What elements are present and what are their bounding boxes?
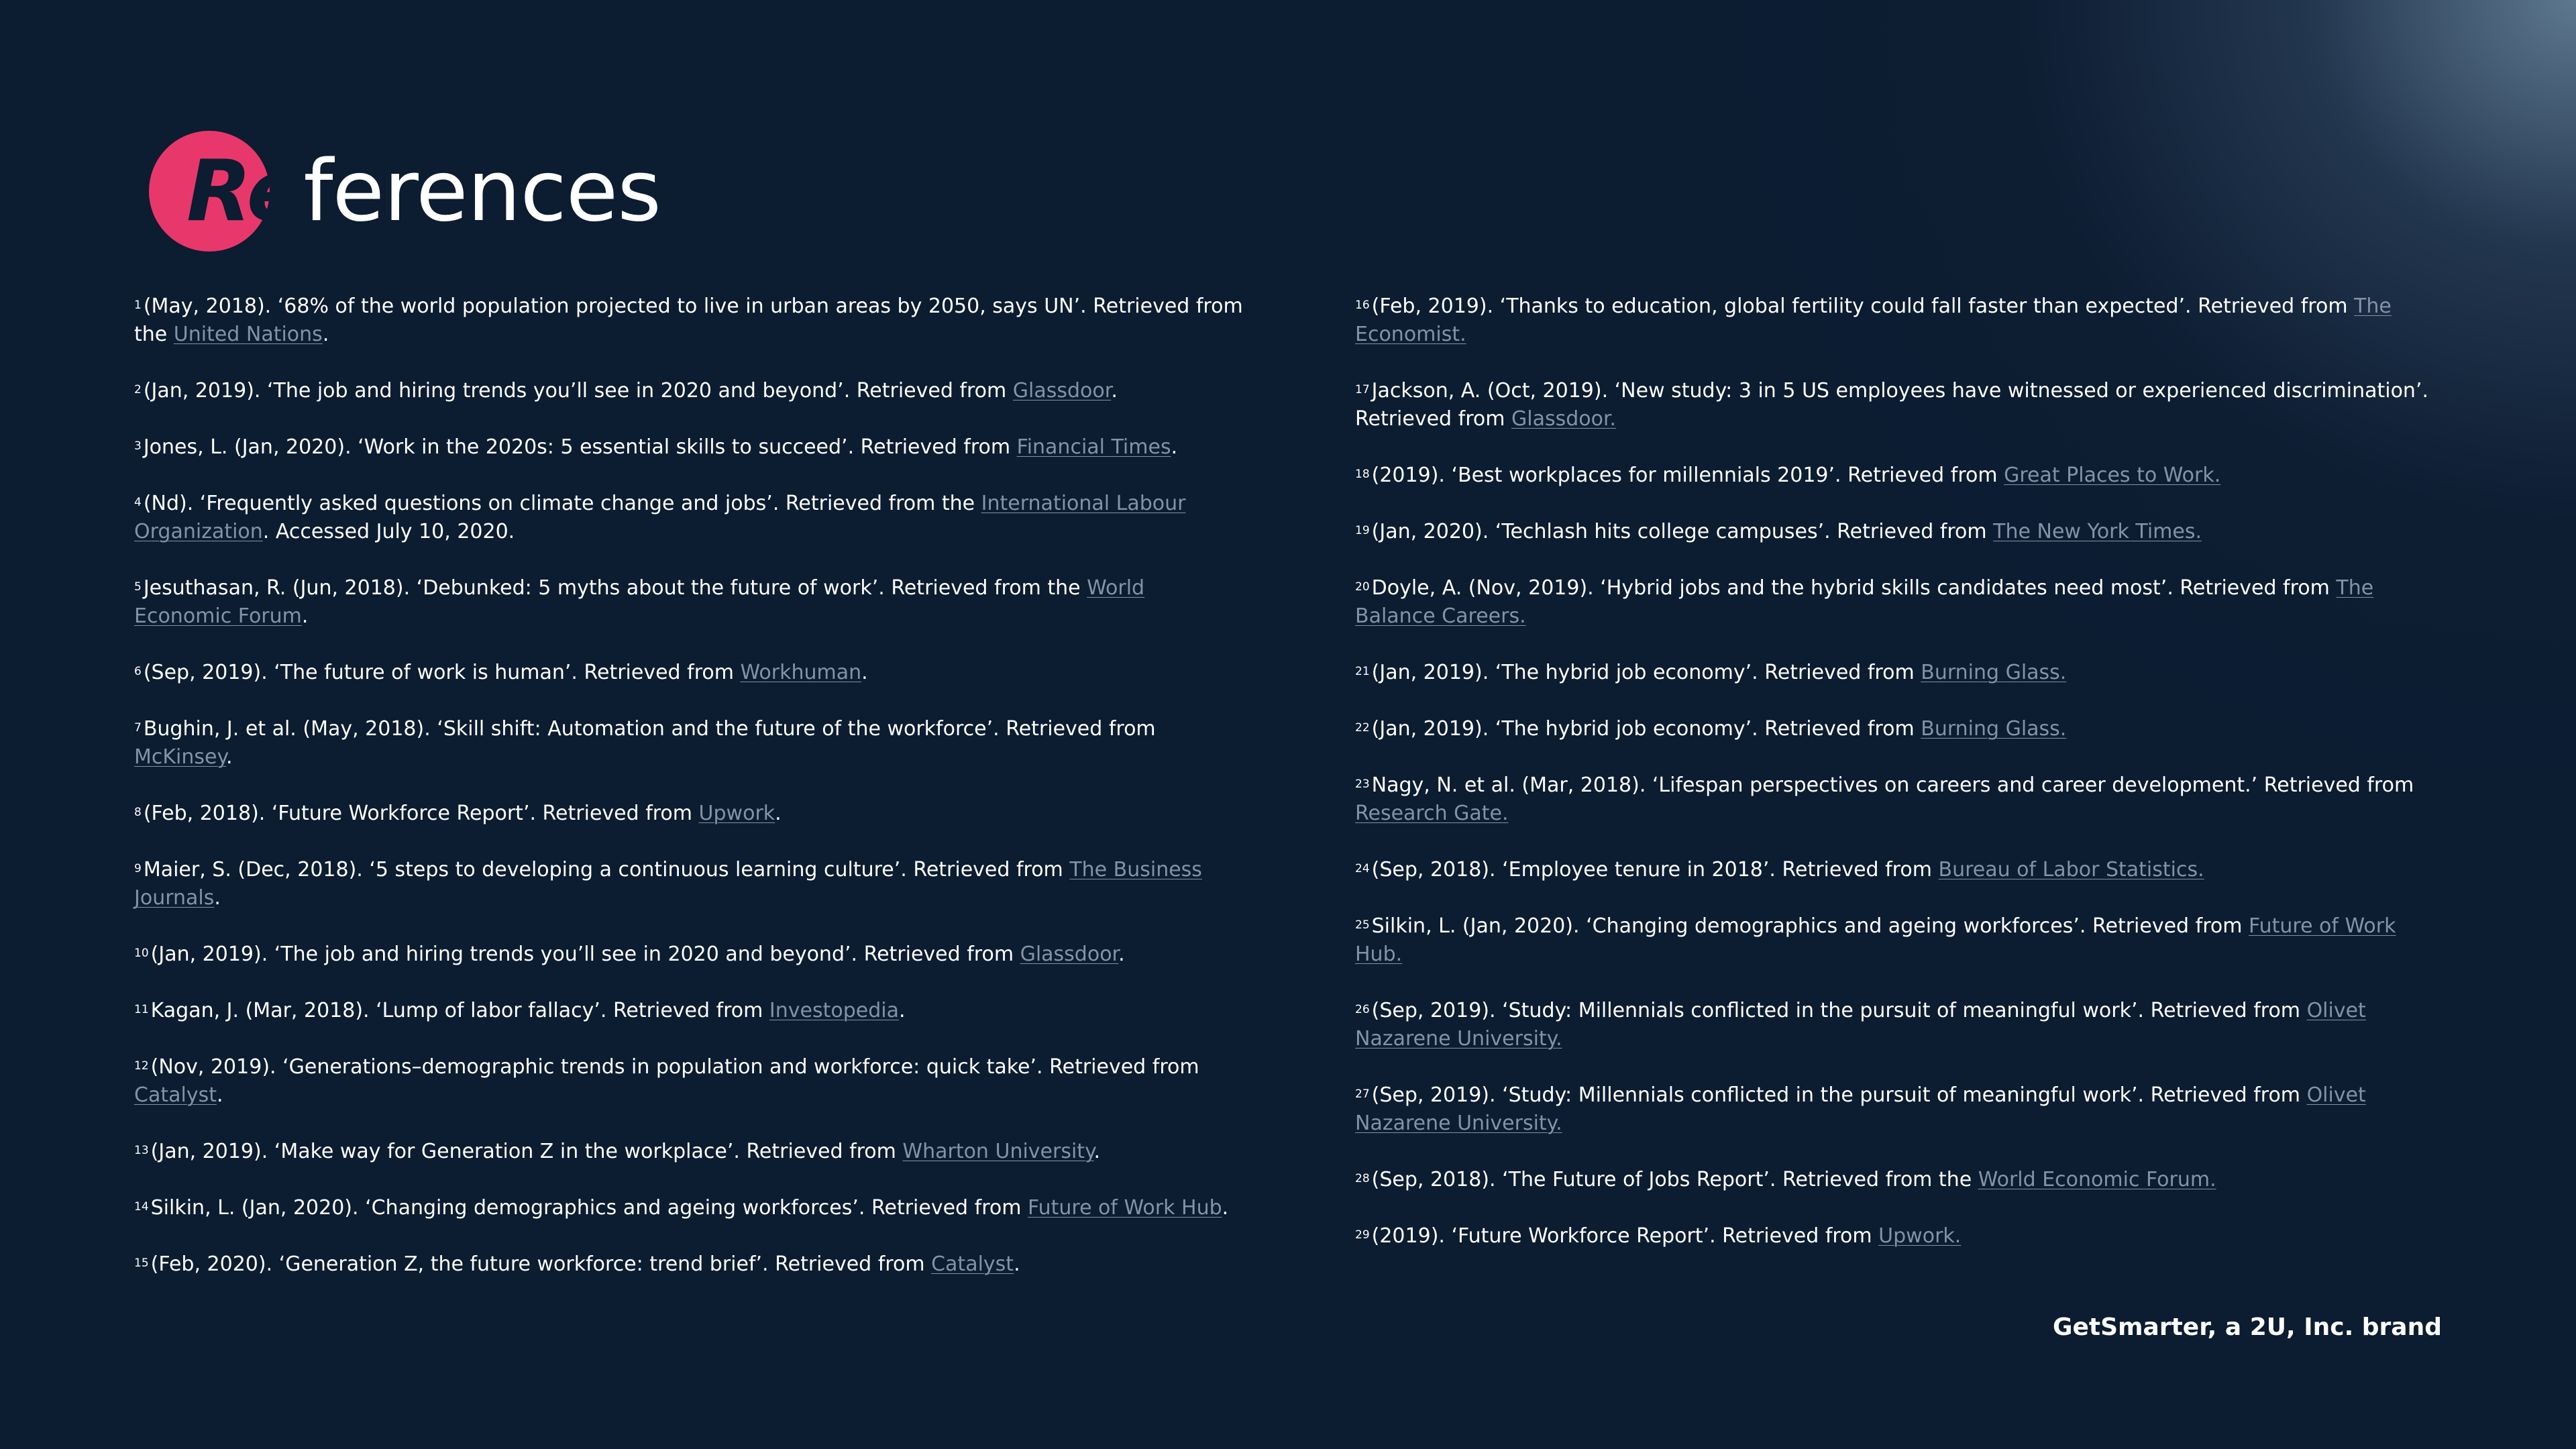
reference-number: 19 <box>1355 524 1370 537</box>
reference-number: 21 <box>1355 665 1370 678</box>
reference-text: Silkin, L. (Jan, 2020). ‘Changing demographics and ageing workforces’. Retrieved from <box>150 1196 1028 1220</box>
reference-suffix: . <box>899 999 906 1022</box>
reference-item <box>1355 377 2442 433</box>
reference-text: (Sep, 2018). ‘The Future of Jobs Report’. Retrieved from the <box>1371 1168 1978 1191</box>
reference-number: 28 <box>1355 1172 1370 1185</box>
reference-item <box>134 377 1248 405</box>
reference-link[interactable]: Research Gate. <box>1355 802 1509 825</box>
reference-item <box>1355 1081 2442 1138</box>
reference-text: (2019). ‘Best workplaces for millennials 2019’. Retrieved from <box>1371 464 2004 487</box>
reference-link[interactable]: Financial Times <box>1016 435 1171 459</box>
reference-item <box>1355 1166 2442 1194</box>
reference-text: (Sep, 2019). ‘Study: Millennials conflicted in the pursuit of meaningful work’. Retrieved from <box>1371 999 2307 1022</box>
reference-link[interactable]: Future of Work Hub <box>1027 1196 1222 1220</box>
reference-item <box>134 997 1248 1025</box>
reference-text: (Jan, 2019). ‘The job and hiring trends you’ll see in 2020 and beyond’. Retrieved from <box>143 379 1013 402</box>
reference-item <box>1355 856 2442 884</box>
reference-text: Bughin, J. et al. (May, 2018). ‘Skill shift: Automation and the future of the workforce’. Retrieved from <box>143 717 1156 741</box>
reference-text: (Jan, 2020). ‘Techlash hits college campuses’. Retrieved from <box>1371 520 1994 543</box>
reference-link[interactable]: The Business Journals <box>134 858 1202 910</box>
reference-number: 13 <box>134 1144 149 1157</box>
reference-item <box>1355 715 2442 743</box>
reference-suffix: . <box>1171 435 1178 459</box>
references-left-column <box>134 292 1248 1307</box>
title-text <box>186 131 661 252</box>
reference-number: 15 <box>134 1256 149 1270</box>
reference-text: (Nd). ‘Frequently asked questions on climate change and jobs’. Retrieved from the <box>143 492 981 515</box>
reference-number: 26 <box>1355 1003 1370 1016</box>
reference-suffix: . <box>322 323 329 346</box>
reference-link[interactable]: Glassdoor <box>1020 943 1119 966</box>
reference-item <box>134 1194 1248 1222</box>
reference-item <box>1355 518 2442 546</box>
reference-text: (Jan, 2019). ‘Make way for Generation Z in the workplace’. Retrieved from <box>150 1140 903 1163</box>
reference-suffix: . <box>225 745 233 769</box>
reference-text: Jones, L. (Jan, 2020). ‘Work in the 2020s: 5 essential skills to succeed’. Retrieved from <box>143 435 1017 459</box>
reference-link[interactable]: Wharton University <box>902 1140 1094 1163</box>
reference-text: Nagy, N. et al. (Mar, 2018). ‘Lifespan perspectives on careers and career development.’ Retrieved from <box>1371 773 2414 797</box>
reference-text: Kagan, J. (Mar, 2018). ‘Lump of labor fallacy’. Retrieved from <box>150 999 769 1022</box>
reference-suffix: . <box>216 1083 223 1107</box>
reference-item <box>134 490 1248 546</box>
reference-item <box>1355 292 2442 349</box>
reference-link[interactable]: The Balance Careers. <box>1355 576 2374 628</box>
reference-link[interactable]: Catalyst <box>134 1083 217 1107</box>
reference-number: 18 <box>1355 468 1370 481</box>
references-right-column <box>1355 292 2442 1279</box>
reference-link[interactable]: Upwork. <box>1878 1224 1962 1248</box>
reference-number: 14 <box>134 1200 149 1214</box>
reference-number: 11 <box>134 1003 149 1016</box>
reference-link[interactable]: The Economist. <box>1355 294 2392 346</box>
reference-text: (Jan, 2019). ‘The hybrid job economy’. Retrieved from <box>1371 717 1921 741</box>
brand-footer: GetSmarter, a 2U, Inc. brand <box>2052 1313 2442 1341</box>
reference-number: 17 <box>1355 383 1370 396</box>
reference-item <box>1355 574 2442 631</box>
reference-text: Silkin, L. (Jan, 2020). ‘Changing demographics and ageing workforces’. Retrieved from <box>1371 914 2249 938</box>
reference-suffix: . <box>214 886 221 910</box>
reference-number: 24 <box>1355 862 1370 875</box>
reference-link[interactable]: Burning Glass. <box>1921 717 2067 741</box>
reference-link[interactable]: Future of Work Hub. <box>1355 914 2396 966</box>
reference-item <box>134 1250 1248 1279</box>
reference-item <box>134 659 1248 687</box>
reference-item <box>134 715 1248 771</box>
reference-text: (May, 2018). ‘68% of the world population projected to live in urban areas by 2050, says UN’. Retrieved from the <box>134 294 1243 346</box>
reference-suffix: . <box>775 802 782 825</box>
reference-suffix: . <box>861 661 868 684</box>
reference-text: (Sep, 2018). ‘Employee tenure in 2018’. Retrieved from <box>1371 858 1939 881</box>
reference-number: 1 <box>134 299 142 312</box>
reference-item <box>134 800 1248 828</box>
reference-link[interactable]: Olivet Nazarene University. <box>1355 1083 2366 1135</box>
reference-link[interactable]: McKinsey <box>134 745 226 769</box>
reference-number: 6 <box>134 665 142 678</box>
reference-number: 3 <box>134 439 142 453</box>
reference-link[interactable]: World Economic Forum <box>134 576 1145 628</box>
reference-suffix: . <box>1014 1252 1020 1276</box>
reference-link[interactable]: Glassdoor <box>1012 379 1112 402</box>
reference-text: (Nov, 2019). ‘Generations–demographic trends in population and workforce: quick take’. Retrieved from <box>150 1055 1199 1079</box>
reference-item <box>1355 1222 2442 1250</box>
reference-link[interactable]: Catalyst <box>931 1252 1014 1276</box>
title-highlight: Re <box>186 142 304 240</box>
reference-link[interactable]: World Economic Forum. <box>1978 1168 2216 1191</box>
reference-suffix: . <box>1093 1140 1101 1163</box>
reference-number: 22 <box>1355 721 1370 735</box>
reference-number: 4 <box>134 496 142 509</box>
reference-item <box>134 433 1248 462</box>
reference-item <box>134 856 1248 912</box>
reference-link[interactable]: Investopedia <box>769 999 900 1022</box>
reference-text: Maier, S. (Dec, 2018). ‘5 steps to developing a continuous learning culture’. Retrieved from <box>143 858 1070 881</box>
reference-link[interactable]: International Labour Organization <box>134 492 1186 543</box>
reference-suffix: . Accessed July 10, 2020. <box>262 520 515 543</box>
reference-number: 8 <box>134 806 142 819</box>
reference-number: 16 <box>1355 299 1370 312</box>
reference-suffix: . <box>1118 943 1125 966</box>
reference-text: (Feb, 2019). ‘Thanks to education, global fertility could fall faster than expected’. Retrieved from <box>1371 294 2355 318</box>
reference-text: (Jan, 2019). ‘The job and hiring trends you’ll see in 2020 and beyond’. Retrieved from <box>150 943 1020 966</box>
title-rest: ferences <box>303 142 661 240</box>
reference-item <box>1355 659 2442 687</box>
page-title <box>149 131 753 252</box>
reference-link[interactable]: The New York Times. <box>1993 520 2202 543</box>
reference-item <box>1355 771 2442 828</box>
reference-link[interactable]: Workhuman <box>740 661 862 684</box>
reference-item <box>1355 462 2442 490</box>
reference-text: Doyle, A. (Nov, 2019). ‘Hybrid jobs and the hybrid skills candidates need most’. Retrieved from <box>1371 576 2337 600</box>
reference-number: 2 <box>134 383 142 396</box>
reference-text: (Sep, 2019). ‘The future of work is human’. Retrieved from <box>143 661 741 684</box>
reference-text: (Feb, 2020). ‘Generation Z, the future workforce: trend brief’. Retrieved from <box>150 1252 932 1276</box>
reference-text: (Sep, 2019). ‘Study: Millennials conflicted in the pursuit of meaningful work’. Retrieved from <box>1371 1083 2307 1107</box>
reference-suffix: . <box>1222 1196 1229 1220</box>
reference-suffix: . <box>301 604 309 628</box>
reference-link[interactable]: Burning Glass. <box>1921 661 2067 684</box>
reference-text: (2019). ‘Future Workforce Report’. Retrieved from <box>1371 1224 1879 1248</box>
reference-text: (Feb, 2018). ‘Future Workforce Report’. Retrieved from <box>143 802 699 825</box>
reference-number: 23 <box>1355 777 1370 791</box>
reference-item <box>1355 912 2442 969</box>
reference-number: 29 <box>1355 1228 1370 1242</box>
reference-number: 25 <box>1355 918 1370 932</box>
reference-text: (Jan, 2019). ‘The hybrid job economy’. Retrieved from <box>1371 661 1921 684</box>
reference-link[interactable]: Glassdoor. <box>1511 407 1617 431</box>
reference-link[interactable]: Great Places to Work. <box>2004 464 2221 487</box>
reference-item <box>134 292 1248 349</box>
reference-link[interactable]: Olivet Nazarene University. <box>1355 999 2366 1051</box>
reference-number: 27 <box>1355 1087 1370 1101</box>
reference-link[interactable]: United Nations <box>173 323 323 346</box>
reference-number: 5 <box>134 580 142 594</box>
reference-item <box>134 1053 1248 1110</box>
reference-item <box>134 574 1248 631</box>
reference-suffix: . <box>1111 379 1118 402</box>
reference-number: 9 <box>134 862 142 875</box>
reference-item <box>134 941 1248 969</box>
reference-number: 20 <box>1355 580 1370 594</box>
reference-link[interactable]: Bureau of Labor Statistics. <box>1938 858 2204 881</box>
reference-link[interactable]: Upwork <box>698 802 775 825</box>
reference-item <box>1355 997 2442 1053</box>
reference-text: Jesuthasan, R. (Jun, 2018). ‘Debunked: 5 myths about the future of work’. Retrieved from the <box>143 576 1087 600</box>
reference-number: 12 <box>134 1059 149 1073</box>
reference-number: 10 <box>134 947 149 960</box>
reference-text: Jackson, A. (Oct, 2019). ‘New study: 3 in 5 US employees have witnessed or experienced discrimination’. Retrieved from <box>1355 379 2429 431</box>
reference-item <box>134 1138 1248 1166</box>
reference-number: 7 <box>134 721 142 735</box>
